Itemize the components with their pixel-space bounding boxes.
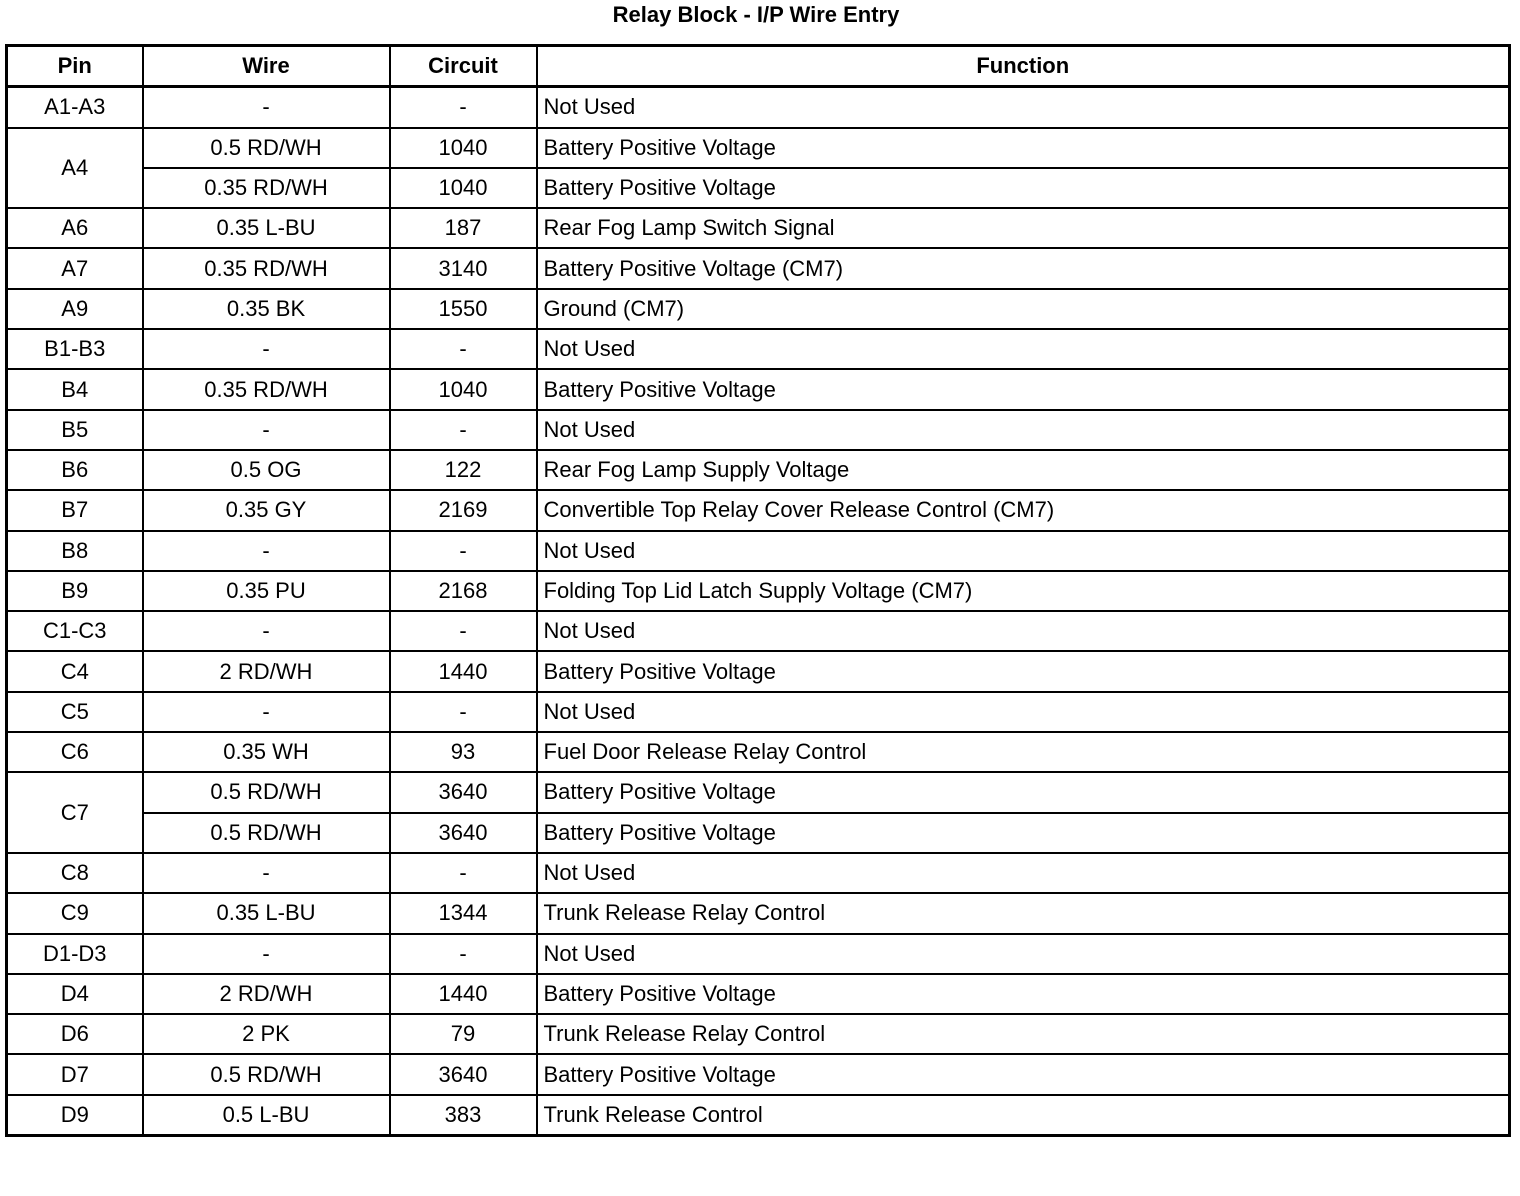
wire-cell: 0.35 L-BU (143, 893, 390, 933)
table-row (7, 1014, 1510, 1054)
function-cell: Trunk Release Relay Control (537, 893, 1510, 933)
circuit-cell: 3640 (390, 772, 537, 812)
table-row (7, 410, 1510, 450)
table-row (7, 974, 1510, 1014)
pin-cell: B6 (7, 450, 143, 490)
pin-cell: C7 (7, 772, 143, 853)
function-cell: Battery Positive Voltage (537, 1054, 1510, 1094)
function-cell: Battery Positive Voltage (537, 369, 1510, 409)
function-cell: Trunk Release Control (537, 1095, 1510, 1136)
pin-cell: B7 (7, 490, 143, 530)
wire-cell: 2 RD/WH (143, 651, 390, 691)
table-row (7, 772, 1510, 812)
pin-cell: D4 (7, 974, 143, 1014)
header-circuit: Circuit (390, 46, 537, 87)
table-row (7, 853, 1510, 893)
circuit-cell: 2169 (390, 490, 537, 530)
pin-cell: A4 (7, 128, 143, 209)
function-cell: Trunk Release Relay Control (537, 1014, 1510, 1054)
circuit-cell: 383 (390, 1095, 537, 1136)
wire-cell: 0.35 BK (143, 289, 390, 329)
table-row (7, 1095, 1510, 1136)
pin-cell: C5 (7, 692, 143, 732)
table-header-row (7, 46, 1510, 87)
wire-cell: 0.35 WH (143, 732, 390, 772)
table-row (7, 450, 1510, 490)
pin-cell: C6 (7, 732, 143, 772)
table-row (7, 611, 1510, 651)
function-cell: Not Used (537, 329, 1510, 369)
wire-cell: 0.35 GY (143, 490, 390, 530)
circuit-cell: 1040 (390, 168, 537, 208)
wire-cell: - (143, 934, 390, 974)
function-cell: Rear Fog Lamp Switch Signal (537, 208, 1510, 248)
pin-cell: A1-A3 (7, 87, 143, 128)
wire-cell: 0.5 OG (143, 450, 390, 490)
table-row (7, 289, 1510, 329)
pin-cell: A7 (7, 248, 143, 288)
wire-cell: 0.35 RD/WH (143, 369, 390, 409)
function-cell: Not Used (537, 853, 1510, 893)
wire-cell: 2 PK (143, 1014, 390, 1054)
wire-cell: - (143, 611, 390, 651)
table-row (7, 369, 1510, 409)
wire-cell: - (143, 410, 390, 450)
circuit-cell: 187 (390, 208, 537, 248)
function-cell: Not Used (537, 87, 1510, 128)
wire-cell: 0.35 L-BU (143, 208, 390, 248)
circuit-cell: 1040 (390, 369, 537, 409)
wire-cell: 0.35 RD/WH (143, 168, 390, 208)
wire-cell: 0.5 RD/WH (143, 813, 390, 853)
circuit-cell: 3140 (390, 248, 537, 288)
pin-cell: D6 (7, 1014, 143, 1054)
circuit-cell: - (390, 329, 537, 369)
function-cell: Battery Positive Voltage (537, 772, 1510, 812)
pin-cell: D9 (7, 1095, 143, 1136)
function-cell: Convertible Top Relay Cover Release Control (CM7) (537, 490, 1510, 530)
function-cell: Fuel Door Release Relay Control (537, 732, 1510, 772)
circuit-cell: 1040 (390, 128, 537, 168)
wire-cell: 0.5 RD/WH (143, 1054, 390, 1094)
wire-cell: - (143, 853, 390, 893)
table-row (7, 692, 1510, 732)
table-row (7, 893, 1510, 933)
circuit-cell: 3640 (390, 813, 537, 853)
table-row (7, 1054, 1510, 1094)
function-cell: Not Used (537, 531, 1510, 571)
table-row (7, 168, 1510, 208)
circuit-cell: 1550 (390, 289, 537, 329)
wire-cell: 0.5 RD/WH (143, 128, 390, 168)
wire-cell: 2 RD/WH (143, 974, 390, 1014)
function-cell: Battery Positive Voltage (537, 168, 1510, 208)
header-function: Function (537, 46, 1510, 87)
circuit-cell: 3640 (390, 1054, 537, 1094)
pin-cell: B8 (7, 531, 143, 571)
function-cell: Rear Fog Lamp Supply Voltage (537, 450, 1510, 490)
pin-cell: C8 (7, 853, 143, 893)
table-body (7, 87, 1510, 1136)
header-pin: Pin (7, 46, 143, 87)
circuit-cell: 2168 (390, 571, 537, 611)
table-row (7, 208, 1510, 248)
function-cell: Battery Positive Voltage (537, 974, 1510, 1014)
function-cell: Battery Positive Voltage (537, 813, 1510, 853)
circuit-cell: - (390, 410, 537, 450)
wire-cell: 0.35 PU (143, 571, 390, 611)
circuit-cell: - (390, 692, 537, 732)
table-row (7, 87, 1510, 128)
function-cell: Not Used (537, 410, 1510, 450)
circuit-cell: 79 (390, 1014, 537, 1054)
circuit-cell: 1440 (390, 651, 537, 691)
circuit-cell: - (390, 87, 537, 128)
table-row (7, 531, 1510, 571)
circuit-cell: 93 (390, 732, 537, 772)
pin-cell: B4 (7, 369, 143, 409)
pin-cell: D7 (7, 1054, 143, 1094)
pin-cell: C1-C3 (7, 611, 143, 651)
function-cell: Battery Positive Voltage (CM7) (537, 248, 1510, 288)
wire-cell: 0.35 RD/WH (143, 248, 390, 288)
table-row (7, 571, 1510, 611)
wire-cell: 0.5 RD/WH (143, 772, 390, 812)
table-row (7, 651, 1510, 691)
function-cell: Battery Positive Voltage (537, 651, 1510, 691)
wire-cell: - (143, 531, 390, 571)
relay-block-pinout-table (5, 44, 1511, 1137)
table-row (7, 732, 1510, 772)
wire-cell: - (143, 692, 390, 732)
pin-cell: B5 (7, 410, 143, 450)
function-cell: Ground (CM7) (537, 289, 1510, 329)
circuit-cell: 122 (390, 450, 537, 490)
pin-cell: D1-D3 (7, 934, 143, 974)
table-row (7, 934, 1510, 974)
table-row (7, 813, 1510, 853)
circuit-cell: - (390, 853, 537, 893)
table-row (7, 329, 1510, 369)
pin-cell: C4 (7, 651, 143, 691)
circuit-cell: - (390, 934, 537, 974)
wire-cell: - (143, 87, 390, 128)
circuit-cell: - (390, 531, 537, 571)
circuit-cell: 1440 (390, 974, 537, 1014)
circuit-cell: - (390, 611, 537, 651)
wire-cell: 0.5 L-BU (143, 1095, 390, 1136)
circuit-cell: 1344 (390, 893, 537, 933)
table-row (7, 128, 1510, 168)
pin-cell: A9 (7, 289, 143, 329)
pin-cell: B9 (7, 571, 143, 611)
function-cell: Not Used (537, 692, 1510, 732)
function-cell: Not Used (537, 934, 1510, 974)
pin-cell: C9 (7, 893, 143, 933)
function-cell: Not Used (537, 611, 1510, 651)
function-cell: Battery Positive Voltage (537, 128, 1510, 168)
function-cell: Folding Top Lid Latch Supply Voltage (CM7) (537, 571, 1510, 611)
document-title: Relay Block - I/P Wire Entry (612, 2, 900, 27)
wire-cell: - (143, 329, 390, 369)
header-wire: Wire (143, 46, 390, 87)
pin-cell: A6 (7, 208, 143, 248)
table-row (7, 248, 1510, 288)
pin-cell: B1-B3 (7, 329, 143, 369)
table-row (7, 490, 1510, 530)
